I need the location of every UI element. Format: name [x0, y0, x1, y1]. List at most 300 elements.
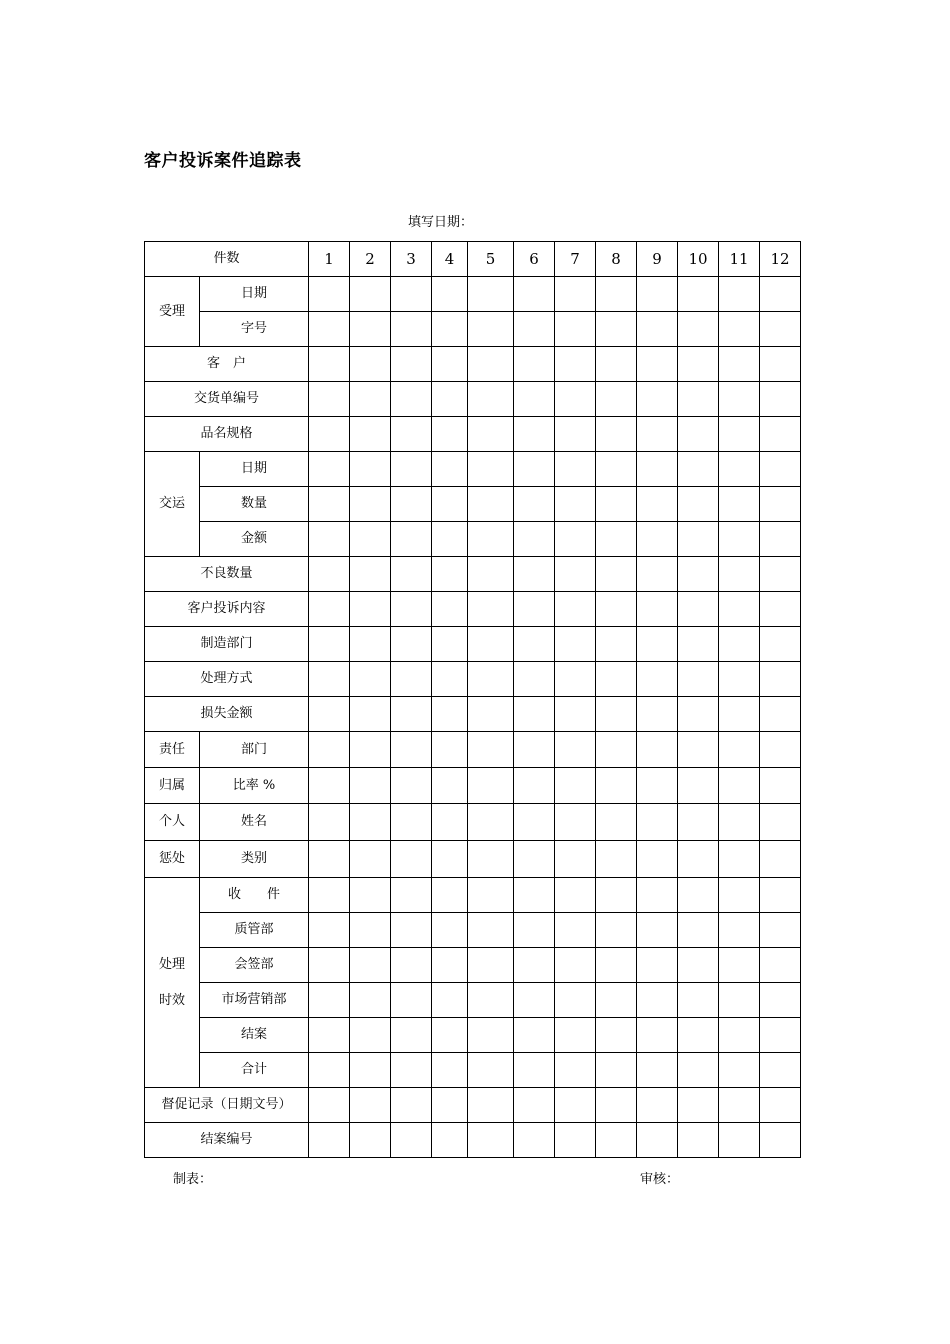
- table-cell[interactable]: [514, 452, 555, 487]
- table-cell[interactable]: [468, 948, 514, 983]
- table-cell[interactable]: [350, 804, 391, 841]
- table-cell[interactable]: [555, 382, 596, 417]
- table-cell[interactable]: [432, 878, 468, 913]
- table-cell[interactable]: [760, 312, 801, 347]
- table-cell[interactable]: [760, 277, 801, 312]
- table-cell[interactable]: [760, 522, 801, 557]
- table-cell[interactable]: [468, 522, 514, 557]
- table-cell[interactable]: [678, 948, 719, 983]
- table-cell[interactable]: [514, 1018, 555, 1053]
- table-cell[interactable]: [468, 312, 514, 347]
- table-cell[interactable]: [514, 804, 555, 841]
- table-cell[interactable]: [555, 347, 596, 382]
- table-cell[interactable]: [309, 557, 350, 592]
- table-cell[interactable]: [432, 913, 468, 948]
- table-cell[interactable]: [309, 1088, 350, 1123]
- table-cell[interactable]: [596, 983, 637, 1018]
- table-cell[interactable]: [309, 697, 350, 732]
- table-cell[interactable]: [391, 1088, 432, 1123]
- table-cell[interactable]: [596, 1018, 637, 1053]
- table-cell[interactable]: [719, 878, 760, 913]
- table-cell[interactable]: [637, 277, 678, 312]
- table-cell[interactable]: [391, 277, 432, 312]
- table-cell[interactable]: [514, 1123, 555, 1158]
- table-cell[interactable]: [391, 913, 432, 948]
- table-cell[interactable]: [719, 592, 760, 627]
- table-cell[interactable]: [678, 627, 719, 662]
- table-cell[interactable]: [555, 841, 596, 878]
- table-cell[interactable]: [391, 804, 432, 841]
- table-cell[interactable]: [637, 627, 678, 662]
- table-cell[interactable]: [391, 557, 432, 592]
- table-cell[interactable]: [514, 522, 555, 557]
- table-cell[interactable]: [719, 277, 760, 312]
- table-cell[interactable]: [678, 878, 719, 913]
- table-cell[interactable]: [350, 452, 391, 487]
- table-cell[interactable]: [760, 1053, 801, 1088]
- table-cell[interactable]: [432, 804, 468, 841]
- table-cell[interactable]: [719, 948, 760, 983]
- table-cell[interactable]: [432, 312, 468, 347]
- table-cell[interactable]: [555, 878, 596, 913]
- table-cell[interactable]: [678, 312, 719, 347]
- table-cell[interactable]: [350, 627, 391, 662]
- table-cell[interactable]: [309, 277, 350, 312]
- table-cell[interactable]: [596, 627, 637, 662]
- table-cell[interactable]: [468, 487, 514, 522]
- table-cell[interactable]: [309, 1018, 350, 1053]
- table-cell[interactable]: [350, 312, 391, 347]
- table-cell[interactable]: [391, 312, 432, 347]
- table-cell[interactable]: [309, 913, 350, 948]
- table-cell[interactable]: [309, 662, 350, 697]
- table-cell[interactable]: [432, 417, 468, 452]
- table-cell[interactable]: [350, 1018, 391, 1053]
- table-cell[interactable]: [637, 1088, 678, 1123]
- table-cell[interactable]: [555, 697, 596, 732]
- table-cell[interactable]: [678, 732, 719, 768]
- table-cell[interactable]: [391, 487, 432, 522]
- table-cell[interactable]: [555, 417, 596, 452]
- table-cell[interactable]: [678, 1018, 719, 1053]
- table-cell[interactable]: [596, 557, 637, 592]
- table-cell[interactable]: [760, 1088, 801, 1123]
- table-cell[interactable]: [555, 277, 596, 312]
- table-cell[interactable]: [678, 1088, 719, 1123]
- table-cell[interactable]: [760, 804, 801, 841]
- table-cell[interactable]: [678, 277, 719, 312]
- table-cell[interactable]: [350, 878, 391, 913]
- table-cell[interactable]: [432, 1088, 468, 1123]
- table-cell[interactable]: [350, 1088, 391, 1123]
- table-cell[interactable]: [596, 662, 637, 697]
- table-cell[interactable]: [468, 1053, 514, 1088]
- table-cell[interactable]: [468, 592, 514, 627]
- table-cell[interactable]: [719, 1018, 760, 1053]
- table-cell[interactable]: [719, 557, 760, 592]
- table-cell[interactable]: [309, 1053, 350, 1088]
- table-cell[interactable]: [309, 417, 350, 452]
- table-cell[interactable]: [637, 452, 678, 487]
- table-cell[interactable]: [432, 768, 468, 804]
- table-cell[interactable]: [514, 417, 555, 452]
- table-cell[interactable]: [555, 732, 596, 768]
- table-cell[interactable]: [432, 697, 468, 732]
- table-cell[interactable]: [555, 662, 596, 697]
- table-cell[interactable]: [350, 732, 391, 768]
- table-cell[interactable]: [596, 1123, 637, 1158]
- table-cell[interactable]: [719, 983, 760, 1018]
- table-cell[interactable]: [350, 347, 391, 382]
- table-cell[interactable]: [678, 417, 719, 452]
- table-cell[interactable]: [468, 417, 514, 452]
- table-cell[interactable]: [432, 1053, 468, 1088]
- table-cell[interactable]: [678, 841, 719, 878]
- table-cell[interactable]: [596, 452, 637, 487]
- table-cell[interactable]: [596, 948, 637, 983]
- table-cell[interactable]: [637, 804, 678, 841]
- table-cell[interactable]: [719, 768, 760, 804]
- table-cell[interactable]: [309, 452, 350, 487]
- table-cell[interactable]: [514, 277, 555, 312]
- table-cell[interactable]: [555, 452, 596, 487]
- table-cell[interactable]: [555, 1018, 596, 1053]
- table-cell[interactable]: [391, 1053, 432, 1088]
- table-cell[interactable]: [637, 1018, 678, 1053]
- table-cell[interactable]: [391, 592, 432, 627]
- table-cell[interactable]: [719, 732, 760, 768]
- table-cell[interactable]: [391, 662, 432, 697]
- table-cell[interactable]: [760, 913, 801, 948]
- table-cell[interactable]: [514, 382, 555, 417]
- table-cell[interactable]: [678, 557, 719, 592]
- table-cell[interactable]: [678, 347, 719, 382]
- table-cell[interactable]: [432, 948, 468, 983]
- table-cell[interactable]: [514, 697, 555, 732]
- table-cell[interactable]: [391, 878, 432, 913]
- table-cell[interactable]: [678, 1053, 719, 1088]
- table-cell[interactable]: [514, 768, 555, 804]
- table-cell[interactable]: [350, 983, 391, 1018]
- table-cell[interactable]: [391, 382, 432, 417]
- table-cell[interactable]: [432, 522, 468, 557]
- table-cell[interactable]: [596, 1088, 637, 1123]
- table-cell[interactable]: [468, 878, 514, 913]
- table-cell[interactable]: [432, 983, 468, 1018]
- table-cell[interactable]: [596, 878, 637, 913]
- table-cell[interactable]: [555, 487, 596, 522]
- table-cell[interactable]: [596, 347, 637, 382]
- table-cell[interactable]: [432, 662, 468, 697]
- table-cell[interactable]: [391, 347, 432, 382]
- table-cell[interactable]: [719, 913, 760, 948]
- table-cell[interactable]: [391, 948, 432, 983]
- table-cell[interactable]: [309, 627, 350, 662]
- table-cell[interactable]: [719, 382, 760, 417]
- table-cell[interactable]: [468, 277, 514, 312]
- table-cell[interactable]: [596, 1053, 637, 1088]
- table-cell[interactable]: [678, 913, 719, 948]
- table-cell[interactable]: [309, 487, 350, 522]
- table-cell[interactable]: [760, 697, 801, 732]
- table-cell[interactable]: [391, 841, 432, 878]
- table-cell[interactable]: [637, 382, 678, 417]
- table-cell[interactable]: [350, 841, 391, 878]
- table-cell[interactable]: [555, 1088, 596, 1123]
- table-cell[interactable]: [637, 948, 678, 983]
- table-cell[interactable]: [514, 841, 555, 878]
- table-cell[interactable]: [468, 347, 514, 382]
- table-cell[interactable]: [514, 983, 555, 1018]
- table-cell[interactable]: [432, 487, 468, 522]
- table-cell[interactable]: [391, 1018, 432, 1053]
- table-cell[interactable]: [719, 347, 760, 382]
- table-cell[interactable]: [514, 732, 555, 768]
- table-cell[interactable]: [678, 382, 719, 417]
- table-cell[interactable]: [309, 312, 350, 347]
- table-cell[interactable]: [309, 983, 350, 1018]
- table-cell[interactable]: [432, 382, 468, 417]
- table-cell[interactable]: [596, 522, 637, 557]
- table-cell[interactable]: [391, 417, 432, 452]
- table-cell[interactable]: [760, 487, 801, 522]
- table-cell[interactable]: [555, 913, 596, 948]
- table-cell[interactable]: [391, 452, 432, 487]
- table-cell[interactable]: [678, 804, 719, 841]
- table-cell[interactable]: [468, 983, 514, 1018]
- table-cell[interactable]: [760, 732, 801, 768]
- table-cell[interactable]: [596, 487, 637, 522]
- table-cell[interactable]: [350, 382, 391, 417]
- table-cell[interactable]: [468, 1018, 514, 1053]
- table-cell[interactable]: [678, 522, 719, 557]
- table-cell[interactable]: [514, 662, 555, 697]
- table-cell[interactable]: [719, 1053, 760, 1088]
- table-cell[interactable]: [391, 1123, 432, 1158]
- table-cell[interactable]: [432, 627, 468, 662]
- table-cell[interactable]: [555, 768, 596, 804]
- table-cell[interactable]: [678, 452, 719, 487]
- table-cell[interactable]: [432, 732, 468, 768]
- table-cell[interactable]: [678, 592, 719, 627]
- table-cell[interactable]: [468, 697, 514, 732]
- table-cell[interactable]: [637, 768, 678, 804]
- table-cell[interactable]: [596, 697, 637, 732]
- table-cell[interactable]: [514, 592, 555, 627]
- table-cell[interactable]: [391, 522, 432, 557]
- table-cell[interactable]: [391, 768, 432, 804]
- table-cell[interactable]: [468, 841, 514, 878]
- table-cell[interactable]: [760, 983, 801, 1018]
- table-cell[interactable]: [514, 878, 555, 913]
- table-cell[interactable]: [555, 1123, 596, 1158]
- table-cell[interactable]: [350, 522, 391, 557]
- table-cell[interactable]: [760, 347, 801, 382]
- table-cell[interactable]: [350, 487, 391, 522]
- table-cell[interactable]: [555, 592, 596, 627]
- table-cell[interactable]: [350, 913, 391, 948]
- table-cell[interactable]: [432, 1018, 468, 1053]
- table-cell[interactable]: [678, 1123, 719, 1158]
- table-cell[interactable]: [596, 277, 637, 312]
- table-cell[interactable]: [637, 312, 678, 347]
- table-cell[interactable]: [596, 382, 637, 417]
- table-cell[interactable]: [637, 1053, 678, 1088]
- table-cell[interactable]: [432, 557, 468, 592]
- table-cell[interactable]: [760, 627, 801, 662]
- table-cell[interactable]: [514, 627, 555, 662]
- table-cell[interactable]: [637, 732, 678, 768]
- table-cell[interactable]: [760, 1123, 801, 1158]
- table-cell[interactable]: [760, 592, 801, 627]
- table-cell[interactable]: [309, 522, 350, 557]
- table-cell[interactable]: [760, 662, 801, 697]
- table-cell[interactable]: [309, 347, 350, 382]
- table-cell[interactable]: [760, 382, 801, 417]
- table-cell[interactable]: [719, 627, 760, 662]
- table-cell[interactable]: [678, 487, 719, 522]
- table-cell[interactable]: [596, 312, 637, 347]
- table-cell[interactable]: [637, 592, 678, 627]
- table-cell[interactable]: [555, 1053, 596, 1088]
- table-cell[interactable]: [309, 1123, 350, 1158]
- table-cell[interactable]: [468, 732, 514, 768]
- table-cell[interactable]: [514, 1088, 555, 1123]
- table-cell[interactable]: [719, 662, 760, 697]
- table-cell[interactable]: [468, 913, 514, 948]
- table-cell[interactable]: [432, 841, 468, 878]
- table-cell[interactable]: [719, 1088, 760, 1123]
- table-cell[interactable]: [719, 522, 760, 557]
- table-cell[interactable]: [555, 948, 596, 983]
- table-cell[interactable]: [637, 841, 678, 878]
- table-cell[interactable]: [637, 557, 678, 592]
- table-cell[interactable]: [678, 983, 719, 1018]
- table-cell[interactable]: [468, 382, 514, 417]
- table-cell[interactable]: [468, 662, 514, 697]
- table-cell[interactable]: [514, 557, 555, 592]
- table-cell[interactable]: [309, 732, 350, 768]
- table-cell[interactable]: [678, 768, 719, 804]
- table-cell[interactable]: [760, 557, 801, 592]
- table-cell[interactable]: [555, 983, 596, 1018]
- table-cell[interactable]: [555, 627, 596, 662]
- table-cell[interactable]: [350, 417, 391, 452]
- table-cell[interactable]: [432, 592, 468, 627]
- table-cell[interactable]: [719, 452, 760, 487]
- table-cell[interactable]: [350, 1053, 391, 1088]
- table-cell[interactable]: [555, 804, 596, 841]
- table-cell[interactable]: [350, 662, 391, 697]
- table-cell[interactable]: [596, 841, 637, 878]
- table-cell[interactable]: [391, 983, 432, 1018]
- table-cell[interactable]: [514, 913, 555, 948]
- table-cell[interactable]: [350, 1123, 391, 1158]
- table-cell[interactable]: [555, 522, 596, 557]
- table-cell[interactable]: [678, 697, 719, 732]
- table-cell[interactable]: [719, 841, 760, 878]
- table-cell[interactable]: [350, 277, 391, 312]
- table-cell[interactable]: [514, 347, 555, 382]
- table-cell[interactable]: [309, 948, 350, 983]
- table-cell[interactable]: [760, 417, 801, 452]
- table-cell[interactable]: [637, 487, 678, 522]
- table-cell[interactable]: [350, 768, 391, 804]
- table-cell[interactable]: [350, 592, 391, 627]
- table-cell[interactable]: [719, 1123, 760, 1158]
- table-cell[interactable]: [309, 592, 350, 627]
- table-cell[interactable]: [637, 697, 678, 732]
- table-cell[interactable]: [468, 452, 514, 487]
- table-cell[interactable]: [637, 983, 678, 1018]
- table-cell[interactable]: [760, 1018, 801, 1053]
- table-cell[interactable]: [468, 557, 514, 592]
- table-cell[interactable]: [637, 878, 678, 913]
- table-cell[interactable]: [391, 732, 432, 768]
- table-cell[interactable]: [350, 697, 391, 732]
- table-cell[interactable]: [391, 697, 432, 732]
- table-cell[interactable]: [678, 662, 719, 697]
- table-cell[interactable]: [350, 557, 391, 592]
- table-cell[interactable]: [432, 452, 468, 487]
- table-cell[interactable]: [596, 417, 637, 452]
- table-cell[interactable]: [391, 627, 432, 662]
- table-cell[interactable]: [637, 913, 678, 948]
- table-cell[interactable]: [514, 1053, 555, 1088]
- table-cell[interactable]: [309, 841, 350, 878]
- table-cell[interactable]: [719, 487, 760, 522]
- table-cell[interactable]: [596, 804, 637, 841]
- table-cell[interactable]: [309, 382, 350, 417]
- table-cell[interactable]: [350, 948, 391, 983]
- table-cell[interactable]: [514, 312, 555, 347]
- table-cell[interactable]: [514, 948, 555, 983]
- table-cell[interactable]: [432, 1123, 468, 1158]
- table-cell[interactable]: [760, 768, 801, 804]
- table-cell[interactable]: [555, 312, 596, 347]
- table-cell[interactable]: [760, 841, 801, 878]
- table-cell[interactable]: [309, 804, 350, 841]
- table-cell[interactable]: [596, 768, 637, 804]
- table-cell[interactable]: [555, 557, 596, 592]
- table-cell[interactable]: [596, 732, 637, 768]
- table-cell[interactable]: [309, 768, 350, 804]
- table-cell[interactable]: [309, 878, 350, 913]
- table-cell[interactable]: [514, 487, 555, 522]
- table-cell[interactable]: [637, 1123, 678, 1158]
- table-cell[interactable]: [468, 804, 514, 841]
- table-cell[interactable]: [468, 1123, 514, 1158]
- table-cell[interactable]: [637, 417, 678, 452]
- table-cell[interactable]: [719, 417, 760, 452]
- table-cell[interactable]: [719, 697, 760, 732]
- table-cell[interactable]: [596, 592, 637, 627]
- table-cell[interactable]: [468, 1088, 514, 1123]
- table-cell[interactable]: [637, 347, 678, 382]
- table-cell[interactable]: [468, 768, 514, 804]
- table-cell[interactable]: [760, 452, 801, 487]
- table-cell[interactable]: [637, 662, 678, 697]
- table-cell[interactable]: [719, 804, 760, 841]
- table-cell[interactable]: [760, 878, 801, 913]
- table-cell[interactable]: [637, 522, 678, 557]
- table-cell[interactable]: [760, 948, 801, 983]
- table-cell[interactable]: [468, 627, 514, 662]
- table-cell[interactable]: [596, 913, 637, 948]
- table-cell[interactable]: [432, 347, 468, 382]
- table-cell[interactable]: [432, 277, 468, 312]
- table-cell[interactable]: [719, 312, 760, 347]
